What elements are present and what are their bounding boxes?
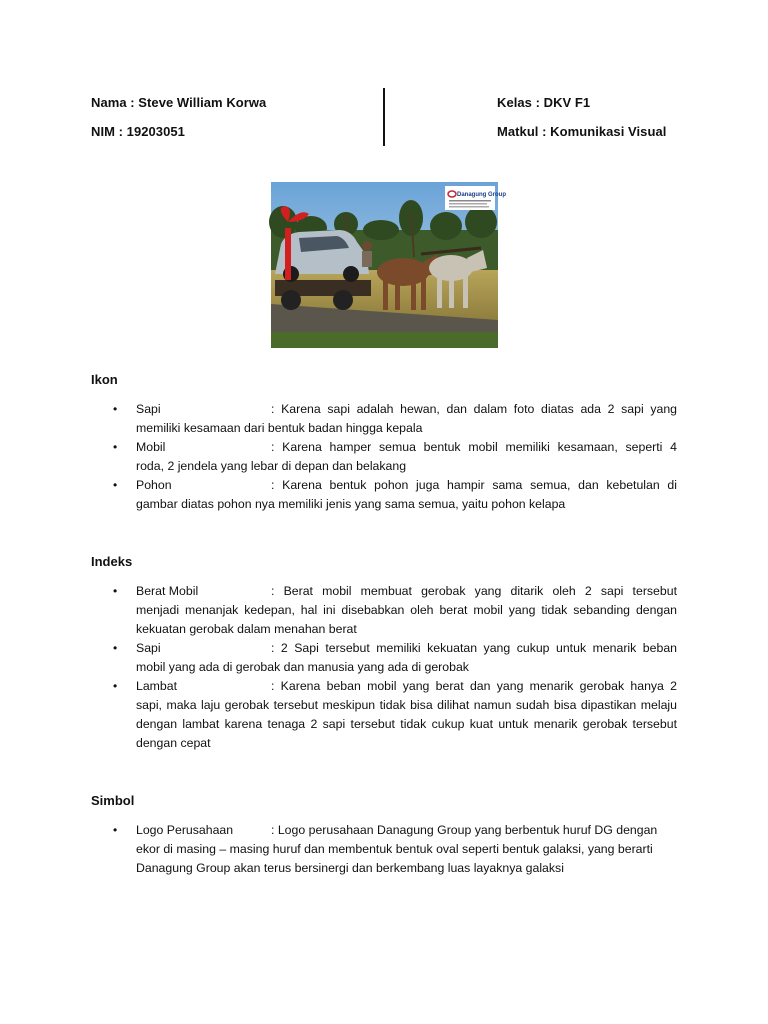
item-continuation: sapi, maka laju gerobak tersebut meskipun tidak bisa dilihat namun sudah bisa dipastikan melaju <box>136 698 677 712</box>
bullet-icon: • <box>113 584 118 598</box>
list-item <box>91 438 677 476</box>
list-item <box>91 639 677 677</box>
item-term: Pohon <box>136 478 172 492</box>
course-label: Matkul : Komunikasi Visual <box>497 124 667 139</box>
item-continuation: dengan cepat <box>136 736 211 750</box>
bullet-icon: • <box>113 402 118 416</box>
class-label: Kelas : DKV F1 <box>497 95 591 110</box>
item-term: Berat Mobil <box>136 584 199 598</box>
item-term: Logo Perusahaan <box>136 823 234 837</box>
bullet-icon: • <box>113 478 118 492</box>
header-divider <box>383 88 385 146</box>
item-continuation: gambar diatas pohon nya memiliki jenis yang sama semua, yaitu pohon kelapa <box>136 497 566 511</box>
list-item <box>91 677 677 753</box>
item-continuation: roda, 2 jendela yang lebar di depan dan belakang <box>136 459 407 473</box>
bullet-icon: • <box>113 823 118 837</box>
item-continuation: Danagung Group akan terus bersinergi dan berkembang luas layaknya galaksi <box>136 861 564 875</box>
item-term: Sapi <box>136 641 161 655</box>
section-title-ikon: Ikon <box>91 372 118 387</box>
item-description: : 2 Sapi tersebut memiliki kekuatan yang cukup untuk menarik beban <box>271 641 677 655</box>
section-title-simbol: Simbol <box>91 793 135 808</box>
list-item <box>91 821 677 878</box>
item-description: : Karena sapi adalah hewan, dan dalam foto diatas ada 2 sapi yang <box>271 402 677 416</box>
item-description: : Karena beban mobil yang berat dan yang menarik gerobak hanya 2 <box>271 679 677 693</box>
item-continuation: dengan lambat karena tenaga 2 sapi tersebut tidak cukup kuat untuk menarik gerobak tersebut <box>136 717 677 731</box>
simbol-list <box>91 821 677 878</box>
item-continuation: ekor di masing – masing huruf dan membentuk bentuk oval seperti bentuk galaksi, yang berarti <box>136 842 653 856</box>
item-continuation: menjadi menanjak kedepan, hal ini disebabkan oleh berat mobil yang tidak sebanding dengan <box>136 603 677 617</box>
item-continuation: mobil yang ada di gerobak dan manusia yang ada di gerobak <box>136 660 469 674</box>
item-continuation: memiliki kesamaan dari bentuk badan hingga kepala <box>136 421 423 435</box>
student-name: Nama : Steve William Korwa <box>91 95 267 110</box>
bullet-icon: • <box>113 679 118 693</box>
bullet-icon: • <box>113 641 118 655</box>
cow-cart-photo <box>271 182 506 348</box>
item-continuation: kekuatan gerobak dalam menahan berat <box>136 622 357 636</box>
item-description: : Karena bentuk pohon juga hampir sama semua, dan kebetulan di <box>271 478 677 492</box>
item-description: : Karena hamper semua bentuk mobil memiliki kesamaan, seperti 4 <box>271 440 677 454</box>
section-title-indeks: Indeks <box>91 554 133 569</box>
item-term: Mobil <box>136 440 166 454</box>
list-item <box>91 582 677 639</box>
ikon-list <box>91 400 677 514</box>
indeks-list <box>91 582 677 753</box>
item-term: Lambat <box>136 679 178 693</box>
bullet-icon: • <box>113 440 118 454</box>
student-nim: NIM : 19203051 <box>91 124 185 139</box>
item-description: : Berat mobil membuat gerobak yang ditarik oleh 2 sapi tersebut <box>271 584 677 598</box>
item-term: Sapi <box>136 402 161 416</box>
item-description: : Logo perusahaan Danagung Group yang berbentuk huruf DG dengan <box>271 823 658 837</box>
list-item <box>91 476 677 514</box>
danagung-logo-text: Danagung Group <box>457 192 506 198</box>
list-item <box>91 400 677 438</box>
